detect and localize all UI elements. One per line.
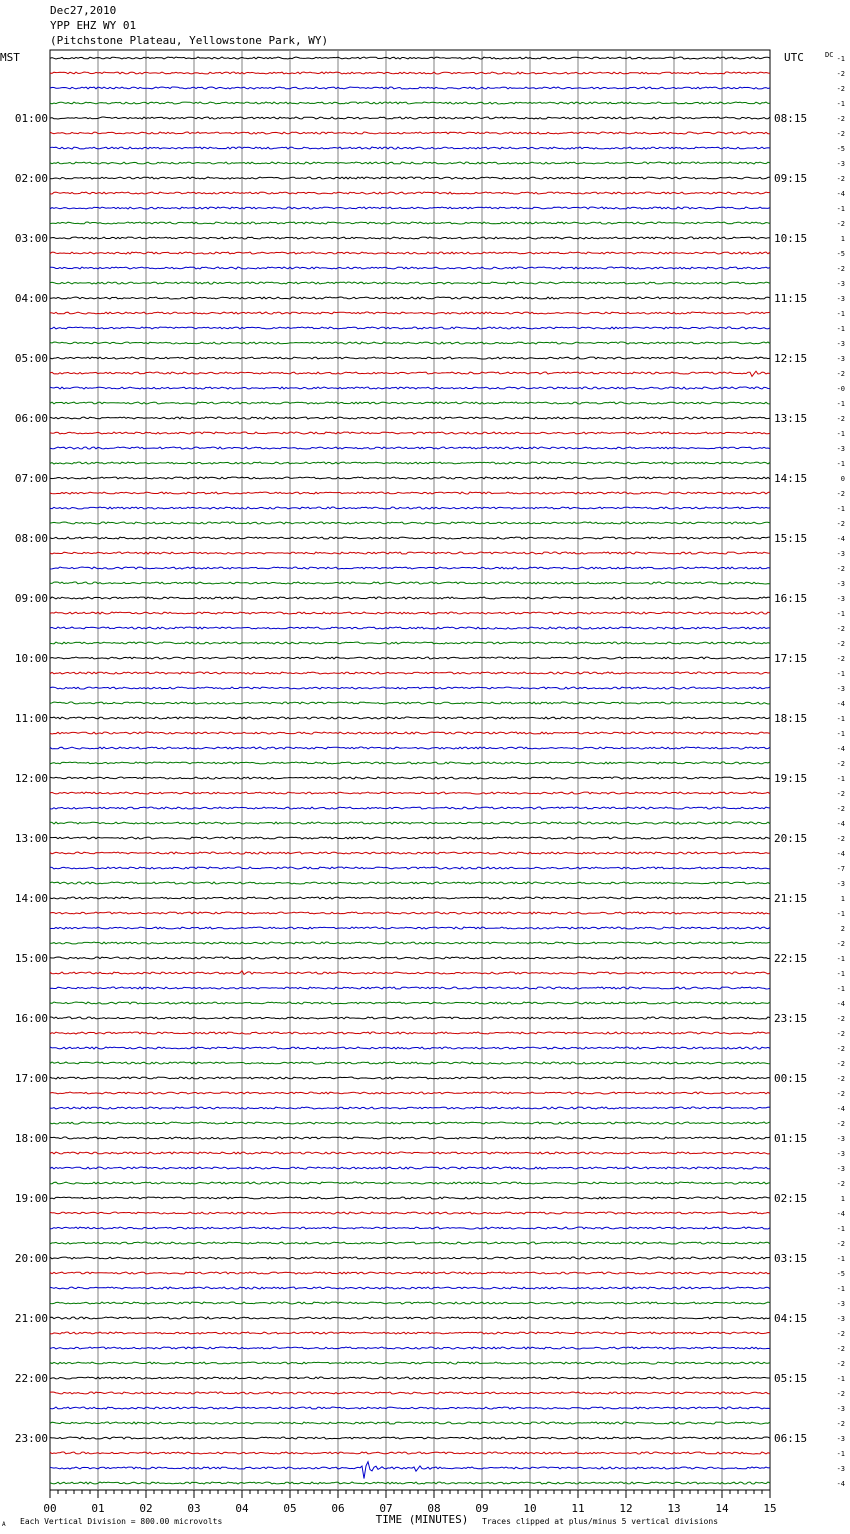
hour-label-mst: 12:00 — [14, 772, 48, 785]
seismic-trace — [50, 1152, 770, 1154]
hour-label-mst: 04:00 — [14, 292, 48, 305]
dc-offset-label: -1 — [836, 1255, 845, 1263]
hour-label-mst: 05:00 — [14, 352, 48, 365]
seismic-trace — [50, 807, 770, 809]
x-tick-label: 04 — [235, 1502, 249, 1515]
seismic-trace — [50, 1092, 770, 1094]
seismic-trace — [50, 432, 770, 434]
x-tick-label: 05 — [283, 1502, 297, 1515]
hour-label-mst: 15:00 — [14, 952, 48, 965]
dc-offset-label: -4 — [836, 820, 845, 828]
dc-offset-label: -3 — [836, 1150, 845, 1158]
seismic-trace — [50, 492, 770, 494]
dc-offset-label: -1 — [836, 775, 845, 783]
division-scale-note: Each Vertical Division = 800.00 microvolts — [20, 1517, 223, 1526]
seismic-trace — [50, 1197, 770, 1199]
seismic-trace — [50, 1422, 770, 1424]
dc-offset-label: -3 — [836, 1315, 845, 1323]
seismic-trace — [50, 642, 770, 644]
dc-offset-label: -2 — [836, 835, 845, 843]
dc-offset-label: -2 — [836, 1060, 845, 1068]
seismic-trace — [50, 627, 770, 629]
dc-offset-label: -2 — [836, 565, 845, 573]
dc-offset-label: -1 — [836, 1450, 845, 1458]
dc-offset-label: -2 — [836, 1390, 845, 1398]
utc-label: UTC — [784, 51, 804, 64]
dc-offset-label: -5 — [836, 145, 845, 153]
seismic-trace — [50, 717, 770, 719]
dc-offset-label: -2 — [836, 85, 845, 93]
seismic-trace — [50, 1362, 770, 1364]
hour-label-utc: 12:15 — [774, 352, 808, 365]
x-tick-label: 15 — [763, 1502, 777, 1515]
seismic-trace — [50, 357, 770, 359]
dc-offset-label: -2 — [836, 415, 845, 423]
dc-offset-label: -5 — [836, 250, 845, 258]
dc-offset-label: -2 — [836, 1090, 845, 1098]
dc-offset-label: -2 — [836, 175, 845, 183]
seismic-trace — [50, 971, 770, 975]
x-axis-title: TIME (MINUTES) — [375, 1513, 469, 1526]
dc-offset-label: -2 — [836, 790, 845, 798]
seismic-trace — [50, 687, 770, 689]
seismic-trace — [50, 897, 770, 899]
seismic-trace — [50, 1462, 770, 1479]
dc-offset-label: -4 — [836, 1105, 845, 1113]
hour-label-mst: 07:00 — [14, 472, 48, 485]
hour-label-utc: 04:15 — [774, 1312, 808, 1325]
dc-offset-label: -1 — [836, 430, 845, 438]
dc-offset-label: -2 — [836, 1360, 845, 1368]
seismic-trace — [50, 207, 770, 209]
dc-offset-label: 1 — [840, 235, 845, 243]
seismic-trace — [50, 147, 770, 149]
seismic-trace — [50, 882, 770, 884]
dc-offset-label: -7 — [836, 865, 845, 873]
dc-offset-label: -2 — [836, 1180, 845, 1188]
hour-label-utc: 08:15 — [774, 112, 808, 125]
clipping-note: Traces clipped at plus/minus 5 vertical divisions — [482, 1517, 719, 1526]
dc-offset-label: -1 — [836, 55, 845, 63]
hour-label-mst: 02:00 — [14, 172, 48, 185]
hour-label-mst: 06:00 — [14, 412, 48, 425]
mst-label: MST — [0, 51, 20, 64]
dc-offset-label: -2 — [836, 1045, 845, 1053]
seismic-trace — [50, 312, 770, 314]
seismic-trace — [50, 402, 770, 404]
seismic-trace — [50, 1287, 770, 1289]
x-tick-label: 09 — [475, 1502, 489, 1515]
seismic-trace — [50, 462, 770, 464]
dc-offset-label: -1 — [836, 205, 845, 213]
seismic-trace — [50, 597, 770, 599]
dc-offset-label: -2 — [836, 1075, 845, 1083]
dc-offset-label: -3 — [836, 160, 845, 168]
seismic-trace — [50, 507, 770, 509]
dc-offset-label: -4 — [836, 535, 845, 543]
dc-offset-label: -0 — [836, 385, 845, 393]
hour-label-utc: 23:15 — [774, 1012, 808, 1025]
x-tick-label: 13 — [667, 1502, 681, 1515]
seismic-trace — [50, 342, 770, 344]
dc-offset-label: -3 — [836, 595, 845, 603]
dc-offset-label: -3 — [836, 1165, 845, 1173]
hour-label-mst: 23:00 — [14, 1432, 48, 1445]
station-name: YPP EHZ WY 01 — [50, 19, 137, 32]
hour-label-utc: 20:15 — [774, 832, 808, 845]
x-tick-label: 07 — [379, 1502, 393, 1515]
dc-offset-label: -2 — [836, 70, 845, 78]
hour-label-utc: 01:15 — [774, 1132, 808, 1145]
seismic-trace — [50, 957, 770, 959]
seismic-trace — [50, 237, 770, 239]
hour-label-mst: 13:00 — [14, 832, 48, 845]
x-tick-label: 11 — [571, 1502, 585, 1515]
dc-offset-label: -1 — [836, 730, 845, 738]
dc-offset-label: -2 — [836, 940, 845, 948]
plot-date: Dec27,2010 — [50, 4, 117, 17]
dc-offset-label: -1 — [836, 715, 845, 723]
hour-label-mst: 16:00 — [14, 1012, 48, 1025]
dc-offset-label: -4 — [836, 190, 845, 198]
hour-label-utc: 17:15 — [774, 652, 808, 665]
seismic-trace — [50, 1017, 770, 1019]
dc-offset-label: -3 — [836, 1405, 845, 1413]
hour-label-mst: 19:00 — [14, 1192, 48, 1205]
seismic-trace — [50, 702, 770, 704]
hour-label-utc: 21:15 — [774, 892, 808, 905]
dc-offset-label: -2 — [836, 805, 845, 813]
seismic-trace — [50, 117, 770, 119]
seismic-trace — [50, 552, 770, 554]
hour-label-mst: 14:00 — [14, 892, 48, 905]
dc-offset-label: -3 — [836, 355, 845, 363]
hour-label-mst: 18:00 — [14, 1132, 48, 1145]
dc-offset-label: -3 — [836, 685, 845, 693]
dc-offset-label: -1 — [836, 985, 845, 993]
seismic-trace — [50, 822, 770, 824]
hour-label-mst: 01:00 — [14, 112, 48, 125]
seismic-trace — [50, 522, 770, 524]
x-tick-label: 14 — [715, 1502, 729, 1515]
seismic-trace — [50, 72, 770, 74]
dc-offset-label: -2 — [836, 520, 845, 528]
seismic-trace — [50, 1302, 770, 1304]
dc-offset-label: -2 — [836, 625, 845, 633]
seismic-trace — [50, 132, 770, 134]
x-tick-label: 00 — [43, 1502, 57, 1515]
hour-label-mst: 11:00 — [14, 712, 48, 725]
hour-label-utc: 02:15 — [774, 1192, 808, 1205]
dc-offset-label: -2 — [836, 370, 845, 378]
seismic-trace — [50, 477, 770, 479]
hour-label-utc: 11:15 — [774, 292, 808, 305]
dc-offset-label: -2 — [836, 130, 845, 138]
hour-label-utc: 10:15 — [774, 232, 808, 245]
dc-offset-label: -1 — [836, 970, 845, 978]
seismic-trace — [50, 1137, 770, 1139]
dc-offset-label: -4 — [836, 1000, 845, 1008]
footer-mark: A — [2, 1521, 6, 1528]
seismic-trace — [50, 1377, 770, 1379]
seismic-trace — [50, 987, 770, 989]
dc-label: DC — [825, 51, 834, 59]
seismic-trace — [50, 1182, 770, 1184]
x-tick-label: 12 — [619, 1502, 633, 1515]
dc-offset-label: -2 — [836, 220, 845, 228]
dc-offset-label: -3 — [836, 295, 845, 303]
seismic-trace — [50, 1392, 770, 1394]
seismic-trace — [50, 1077, 770, 1079]
seismic-trace — [50, 1257, 770, 1259]
hour-label-utc: 19:15 — [774, 772, 808, 785]
dc-offset-label: 1 — [840, 895, 845, 903]
hour-label-mst: 21:00 — [14, 1312, 48, 1325]
dc-offset-label: -2 — [836, 1345, 845, 1353]
x-tick-label: 02 — [139, 1502, 153, 1515]
seismic-trace — [50, 417, 770, 419]
seismic-trace — [50, 762, 770, 764]
hour-label-utc: 14:15 — [774, 472, 808, 485]
seismic-trace — [50, 1122, 770, 1124]
hour-label-utc: 22:15 — [774, 952, 808, 965]
hour-label-mst: 09:00 — [14, 592, 48, 605]
hour-label-mst: 10:00 — [14, 652, 48, 665]
seismic-trace — [50, 297, 770, 299]
dc-offset-label: -3 — [836, 340, 845, 348]
seismic-trace — [50, 1227, 770, 1229]
dc-offset-label: -2 — [836, 490, 845, 498]
seismic-trace — [50, 1437, 770, 1439]
seismic-trace — [50, 177, 770, 179]
seismic-trace — [50, 1002, 770, 1004]
seismic-trace — [50, 867, 770, 869]
seismic-trace — [50, 657, 770, 659]
hour-label-utc: 06:15 — [774, 1432, 808, 1445]
seismic-trace — [50, 732, 770, 734]
seismic-trace — [50, 747, 770, 749]
dc-offset-label: -4 — [836, 745, 845, 753]
dc-offset-label: -4 — [836, 700, 845, 708]
seismic-trace — [50, 192, 770, 194]
seismic-trace — [50, 1482, 770, 1484]
dc-offset-label: -3 — [836, 445, 845, 453]
dc-offset-label: -1 — [836, 505, 845, 513]
seismic-trace — [50, 612, 770, 614]
seismic-trace — [50, 102, 770, 104]
seismic-trace — [50, 267, 770, 269]
seismic-trace — [50, 1347, 770, 1349]
seismic-trace — [50, 371, 770, 376]
seismic-trace — [50, 1452, 770, 1454]
seismic-trace — [50, 1047, 770, 1049]
dc-offset-label: -4 — [836, 1210, 845, 1218]
hour-label-utc: 16:15 — [774, 592, 808, 605]
seismic-trace — [50, 1107, 770, 1109]
dc-offset-label: -1 — [836, 325, 845, 333]
seismic-trace — [50, 327, 770, 329]
seismic-trace — [50, 567, 770, 569]
seismic-trace — [50, 1062, 770, 1064]
dc-offset-label: -3 — [836, 880, 845, 888]
seismic-trace — [50, 1167, 770, 1169]
x-tick-label: 01 — [91, 1502, 105, 1515]
seismic-trace — [50, 252, 770, 254]
dc-offset-label: -1 — [836, 1285, 845, 1293]
seismic-trace — [50, 447, 770, 449]
hour-label-utc: 00:15 — [774, 1072, 808, 1085]
dc-offset-label: -2 — [836, 1120, 845, 1128]
dc-offset-label: -2 — [836, 115, 845, 123]
seismic-trace — [50, 57, 770, 59]
hour-label-mst: 08:00 — [14, 532, 48, 545]
seismic-trace — [50, 387, 770, 389]
seismic-trace — [50, 1212, 770, 1214]
x-tick-label: 10 — [523, 1502, 537, 1515]
seismic-trace — [50, 1032, 770, 1034]
hour-label-mst: 17:00 — [14, 1072, 48, 1085]
dc-offset-label: -1 — [836, 100, 845, 108]
dc-offset-label: -3 — [836, 550, 845, 558]
dc-offset-label: -2 — [836, 1420, 845, 1428]
dc-offset-label: -3 — [836, 1465, 845, 1473]
seismic-trace — [50, 792, 770, 794]
seismic-trace — [50, 927, 770, 929]
dc-offset-label: -5 — [836, 1270, 845, 1278]
hour-label-utc: 18:15 — [774, 712, 808, 725]
dc-offset-label: -1 — [836, 910, 845, 918]
hour-label-utc: 13:15 — [774, 412, 808, 425]
seismic-trace — [50, 777, 770, 779]
dc-offset-label: -1 — [836, 310, 845, 318]
dc-offset-label: -1 — [836, 610, 845, 618]
dc-offset-label: -3 — [836, 280, 845, 288]
hour-label-utc: 09:15 — [774, 172, 808, 185]
dc-offset-label: -2 — [836, 1015, 845, 1023]
x-tick-label: 08 — [427, 1502, 441, 1515]
seismic-trace — [50, 582, 770, 584]
x-tick-label: 03 — [187, 1502, 201, 1515]
seismic-trace — [50, 942, 770, 944]
dc-offset-label: -2 — [836, 760, 845, 768]
dc-offset-label: -1 — [836, 400, 845, 408]
seismic-trace — [50, 912, 770, 914]
dc-offset-label: -2 — [836, 1240, 845, 1248]
dc-offset-label: -3 — [836, 1135, 845, 1143]
dc-offset-label: 1 — [840, 1195, 845, 1203]
hour-label-mst: 22:00 — [14, 1372, 48, 1385]
hour-label-utc: 03:15 — [774, 1252, 808, 1265]
dc-offset-label: -1 — [836, 955, 845, 963]
seismic-trace — [50, 87, 770, 89]
dc-offset-label: -2 — [836, 1030, 845, 1038]
dc-offset-label: 0 — [840, 475, 845, 483]
dc-offset-label: -2 — [836, 640, 845, 648]
seismic-trace — [50, 282, 770, 284]
dc-offset-label: -1 — [836, 460, 845, 468]
seismic-trace — [50, 222, 770, 224]
dc-offset-label: 2 — [840, 925, 845, 933]
dc-offset-label: -2 — [836, 265, 845, 273]
dc-offset-label: -4 — [836, 1480, 845, 1488]
seismic-trace — [50, 537, 770, 539]
dc-offset-label: -2 — [836, 1330, 845, 1338]
seismic-trace — [50, 1407, 770, 1409]
seismic-trace — [50, 1317, 770, 1319]
dc-offset-label: -2 — [836, 655, 845, 663]
station-location: (Pitchstone Plateau, Yellowstone Park, WY) — [50, 34, 329, 47]
dc-offset-label: -3 — [836, 580, 845, 588]
dc-offset-label: -3 — [836, 1435, 845, 1443]
hour-label-utc: 15:15 — [774, 532, 808, 545]
dc-offset-label: -3 — [836, 1300, 845, 1308]
dc-offset-label: -1 — [836, 1375, 845, 1383]
dc-offset-label: -1 — [836, 1225, 845, 1233]
seismic-trace — [50, 1272, 770, 1274]
dc-offset-label: -1 — [836, 670, 845, 678]
seismic-trace — [50, 852, 770, 854]
hour-label-mst: 20:00 — [14, 1252, 48, 1265]
seismic-trace — [50, 672, 770, 674]
seismic-trace — [50, 1332, 770, 1334]
seismic-trace — [50, 1242, 770, 1244]
x-tick-label: 06 — [331, 1502, 345, 1515]
hour-label-mst: 03:00 — [14, 232, 48, 245]
seismic-trace — [50, 162, 770, 164]
dc-offset-label: -4 — [836, 850, 845, 858]
seismic-trace — [50, 837, 770, 839]
hour-label-utc: 05:15 — [774, 1372, 808, 1385]
